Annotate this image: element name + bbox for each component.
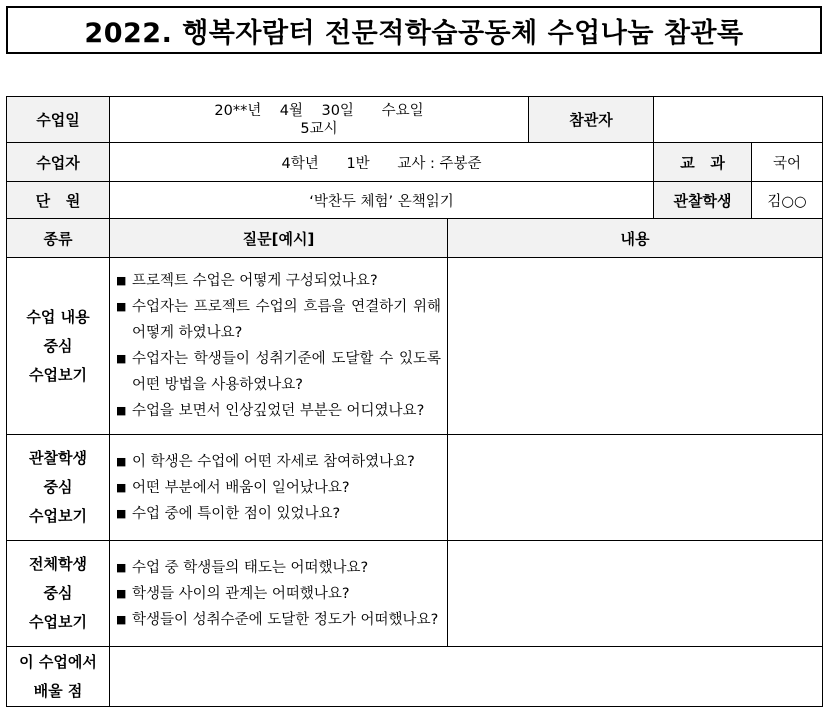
section-row	[7, 435, 823, 541]
square-bullet-icon: ■	[116, 454, 127, 468]
section-row	[7, 541, 823, 647]
content-field[interactable]	[448, 435, 823, 541]
question-item: ■ 어떤 부분에서 배움이 일어났나요?	[116, 475, 441, 501]
square-bullet-icon: ■	[116, 480, 127, 494]
square-bullet-icon: ■	[116, 274, 127, 287]
section-label-line: 수업보기	[29, 613, 87, 631]
learned-label-line: 이 수업에서	[19, 652, 97, 671]
question-item: ■ 수업을 보면서 인상깊었던 부분은 어디였나요?	[116, 398, 441, 424]
section-label	[7, 435, 110, 541]
observation-table	[6, 96, 823, 707]
question-item: ■ 수업 중 학생들의 태도는 어떠했나요?	[116, 555, 441, 581]
question-item: ■ 학생들이 성취수준에 도달한 정도가 어떠했나요?	[116, 607, 441, 633]
date-line1: 20**년 4월 30일 수요일	[214, 102, 424, 119]
subject-label: 교 과	[654, 143, 752, 182]
section-label	[7, 541, 110, 647]
unit-value[interactable]: ‘박찬두 체험’ 온책읽기	[110, 182, 654, 219]
date-cell[interactable]	[110, 97, 529, 143]
question-list	[110, 541, 448, 647]
square-bullet-icon: ■	[116, 300, 127, 313]
question-item: ■ 수업 중에 특이한 점이 있었나요?	[116, 501, 441, 527]
section-label-line: 중심	[43, 584, 73, 602]
section-row	[7, 258, 823, 435]
type-header: 종류	[7, 219, 110, 258]
question-item: ■ 수업자는 프로젝트 수업의 흐름을 연결하기 위해 어떻게 하였나요?	[116, 294, 441, 346]
square-bullet-icon: ■	[116, 586, 127, 600]
learned-label-line: 배울 점	[33, 681, 83, 700]
page-title: 2022. 행복자람터 전문적학습공동체 수업나눔 참관록	[6, 6, 822, 54]
square-bullet-icon: ■	[116, 404, 127, 417]
section-label-line: 수업보기	[29, 365, 87, 384]
learned-label	[7, 647, 110, 707]
square-bullet-icon: ■	[116, 612, 127, 626]
question-item: ■ 수업자는 학생들이 성취기준에 도달할 수 있도록 어떤 방법을 사용하였나요?	[116, 346, 441, 398]
square-bullet-icon: ■	[116, 506, 127, 520]
section-label-line: 관찰학생	[29, 449, 87, 467]
row-header	[7, 219, 823, 258]
question-item: ■ 프로젝트 수업은 어떻게 구성되었나요?	[116, 268, 441, 294]
questions-header: 질문[예시]	[110, 219, 448, 258]
section-label-line: 전체학생	[29, 555, 87, 573]
student-value[interactable]: 김○○	[752, 182, 823, 219]
square-bullet-icon: ■	[116, 560, 127, 574]
section-label	[7, 258, 110, 435]
row-date	[7, 97, 823, 143]
teacher-label: 수업자	[7, 143, 110, 182]
row-teacher	[7, 143, 823, 182]
section-label-line: 중심	[43, 336, 73, 355]
student-label: 관찰학생	[654, 182, 752, 219]
square-bullet-icon: ■	[116, 352, 127, 365]
date-label: 수업일	[7, 97, 110, 143]
content-field[interactable]	[448, 541, 823, 647]
unit-label: 단 원	[7, 182, 110, 219]
subject-value[interactable]: 국어	[752, 143, 823, 182]
section-label-line: 수업 내용	[26, 307, 90, 326]
observer-field[interactable]	[654, 97, 823, 143]
content-header: 내용	[448, 219, 823, 258]
date-line2: 5교시	[300, 120, 338, 137]
teacher-value[interactable]: 4학년 1반 교사 : 주봉준	[110, 143, 654, 182]
row-unit	[7, 182, 823, 219]
section-label-line: 수업보기	[29, 507, 87, 525]
observer-label: 참관자	[529, 97, 654, 143]
question-item: ■ 학생들 사이의 관계는 어떠했나요?	[116, 581, 441, 607]
question-item: ■ 이 학생은 수업에 어떤 자세로 참여하였나요?	[116, 449, 441, 475]
content-field[interactable]	[448, 258, 823, 435]
question-list	[110, 258, 448, 435]
learned-field[interactable]	[110, 647, 823, 707]
section-label-line: 중심	[43, 478, 73, 496]
question-list	[110, 435, 448, 541]
learned-row	[7, 647, 823, 707]
